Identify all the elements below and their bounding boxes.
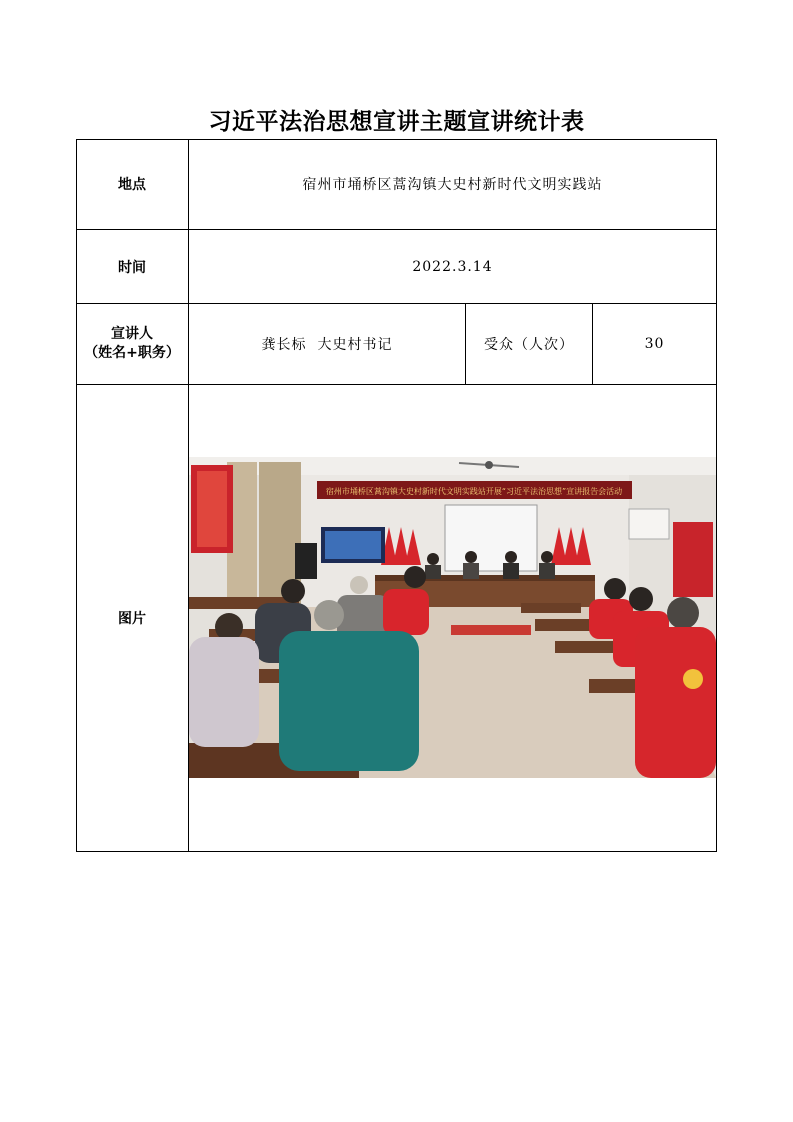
audience-value: 30 (644, 336, 665, 352)
speaker-label-line1: 宣讲人 (111, 326, 153, 342)
speaker-label-line2: （姓名+职务） (84, 345, 180, 361)
time-value: 2022.3.14 (412, 258, 493, 275)
speaker-value: 龚长标 大史村书记 (261, 337, 393, 353)
location-label: 地点 (118, 177, 146, 193)
location-value: 宿州市埇桥区蒿沟镇大史村新时代文明实践站 (302, 177, 603, 193)
statistics-table (76, 139, 717, 852)
event-photo (189, 457, 716, 778)
speaker-label (76, 304, 188, 384)
time-label: 时间 (118, 259, 146, 276)
meeting-room-photo (189, 457, 716, 778)
table-border-bottom (76, 851, 717, 852)
page-title: 习近平法治思想宣讲主题宣讲统计表 (208, 109, 585, 135)
table-border-right (716, 139, 717, 852)
banner-text: 宿州市埇桥区蒿沟镇大史村新时代文明实践站开展“习近平法治思想”宣讲报告会活动 (325, 487, 623, 496)
photo-label: 图片 (118, 611, 146, 627)
audience-label: 受众（人次） (484, 337, 574, 353)
